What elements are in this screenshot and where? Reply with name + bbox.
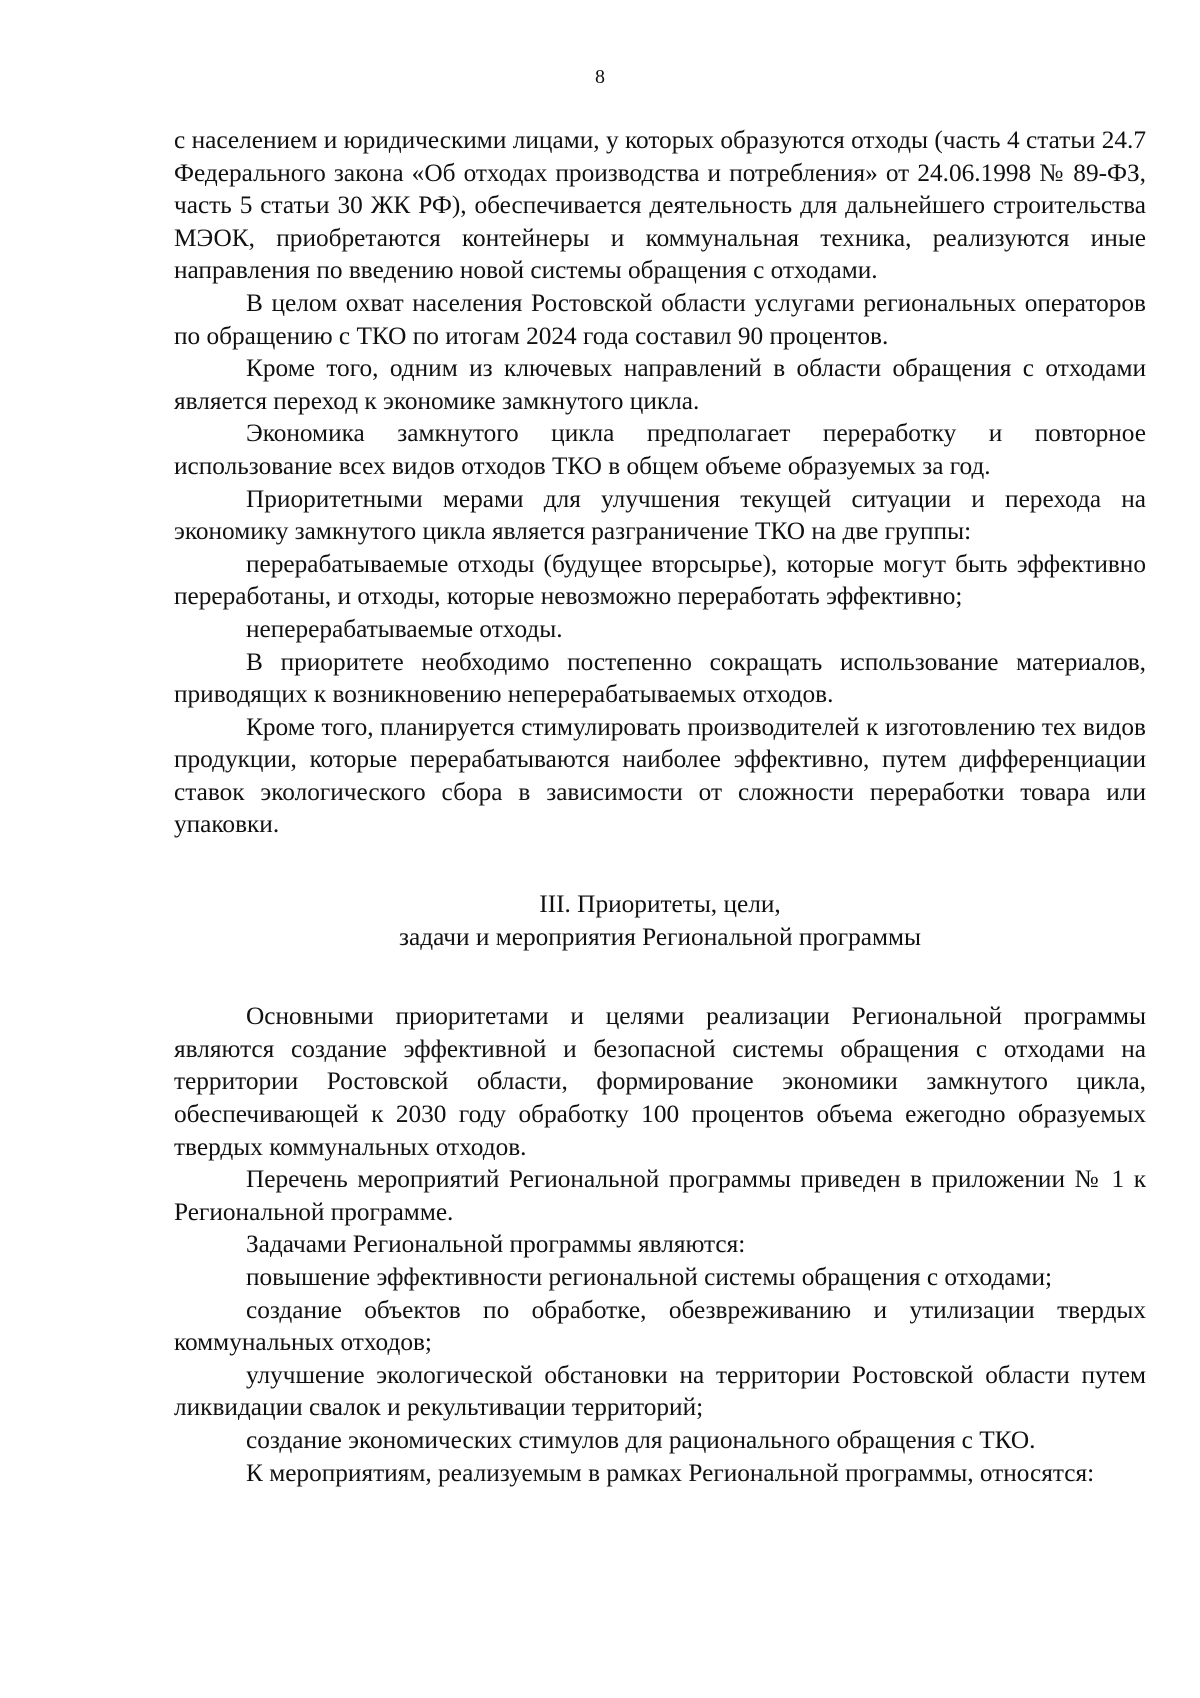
paragraph: Приоритетными мерами для улучшения текущей ситуации и перехода на экономику замкнутого цикла является разграничение ТКО на две группы:: [174, 484, 1146, 546]
paragraph: Кроме того, одним из ключевых направлений в области обращения с отходами является переход к экономике замкнутого цикла.: [174, 354, 1146, 415]
paragraph: перерабатываемые отходы (будущее вторсырье), которые могут быть эффективно переработаны, и отходы, которые невозможно переработать эффективно;: [174, 549, 1146, 611]
paragraph: создание объектов по обработке, обезвреживанию и утилизации твердых коммунальных отходов;: [174, 1295, 1146, 1357]
section-heading-line-1: III. Приоритеты, цели,: [539, 890, 781, 919]
paragraph: с населением и юридическими лицами, у которых образуются отходы (часть 4 статьи 24.7 Федерального закона «Об отходах производства и потребления» от 24.06.1998 № 89-ФЗ, часть 5 статьи 30 ЖК РФ), обеспечивается деятельность для дальнейшего строительства МЭОК, приобретаются контейнеры и коммунальная техника, реализуются иные направления по введению новой системы обращения с отходами.: [174, 126, 1146, 285]
section-heading-line-2: задачи и мероприятия Региональной программы: [398, 922, 922, 951]
paragraph: Задачами Региональной программы являются:: [246, 1230, 746, 1259]
paragraph: неперерабатываемые отходы.: [246, 614, 563, 643]
paragraph: Основными приоритетами и целями реализации Региональной программы являются создание эффективной и безопасной системы обращения с отходами на территории Ростовской области, формирование экономики замкнутого цикла, обеспечивающей к 2030 году обработку 100 процентов объема ежегодно образуемых твердых коммунальных отходов.: [174, 1002, 1146, 1161]
paragraph: В целом охват населения Ростовской области услугами региональных операторов по обращению с ТКО по итогам 2024 года составил 90 процентов.: [174, 288, 1146, 350]
paragraph: создание экономических стимулов для рационального обращения с ТКО.: [246, 1425, 1036, 1454]
document-body: [174, 124, 1146, 1489]
paragraph: Перечень мероприятий Региональной программы приведен в приложении № 1 к Региональной программе.: [174, 1165, 1146, 1226]
paragraphs-after-section: [174, 1000, 1146, 1489]
paragraph: В приоритете необходимо постепенно сокращать использование материалов, приводящих к возникновению неперерабатываемых отходов.: [174, 647, 1146, 709]
paragraph: улучшение экологической обстановки на территории Ростовской области путем ликвидации свалок и рекультивации территорий;: [174, 1360, 1146, 1422]
paragraph: К мероприятиям, реализуемым в рамках Региональной программы, относятся:: [246, 1458, 1095, 1487]
paragraph: Кроме того, планируется стимулировать производителей к изготовлению тех видов продукции, которые перерабатываются наиболее эффективно, путем дифференциации ставок экологического сбора в зависимости от сложности переработки товара или упаковки.: [174, 712, 1146, 839]
paragraph: повышение эффективности региональной системы обращения с отходами;: [246, 1263, 1053, 1291]
paragraphs-before-section: [174, 124, 1146, 841]
section-heading: [174, 888, 1146, 953]
page-number: 8: [595, 66, 605, 88]
paragraph: Экономика замкнутого цикла предполагает переработку и повторное использование всех видов отходов ТКО в общем объеме образуемых за год.: [174, 419, 1146, 480]
